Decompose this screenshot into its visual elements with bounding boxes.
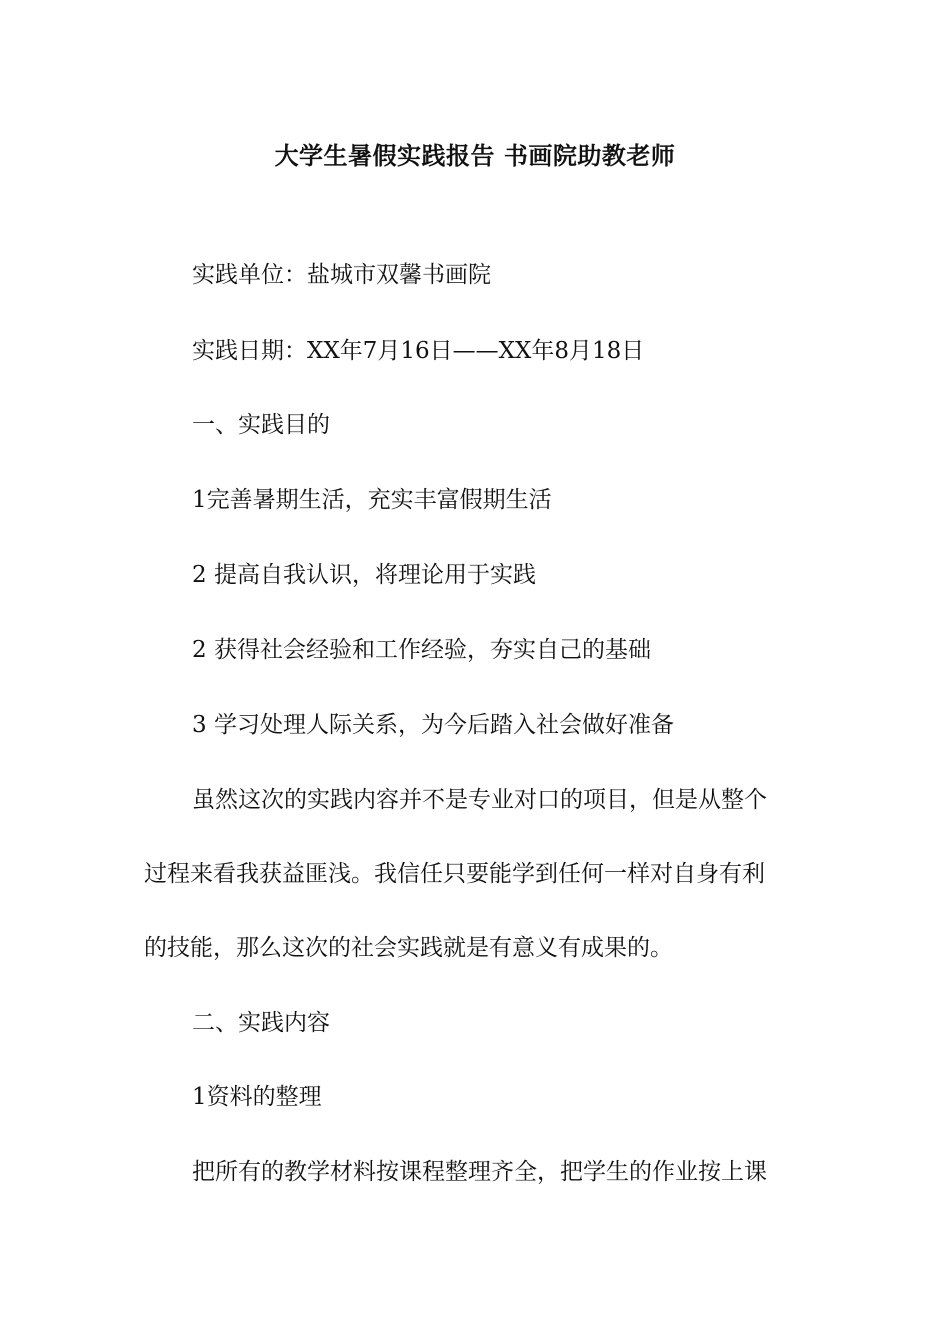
paragraph2-line1: 把所有的教学材料按课程整理齐全，把学生的作业按上课 [192, 1159, 767, 1185]
goal-item-4: 3 学习处理人际关系，为今后踏入社会做好准备 [192, 712, 674, 738]
practice-date-line: 实践日期：XX年7月16日——XX年8月18日 [192, 338, 645, 364]
goal-item-3: 2 获得社会经验和工作经验，夯实自己的基础 [192, 637, 651, 663]
practice-unit-line: 实践单位：盐城市双馨书画院 [192, 262, 491, 288]
section2-heading: 二、实践内容 [192, 1010, 330, 1036]
goal-item-2: 2 提高自我认识，将理论用于实践 [192, 562, 536, 588]
goal-item-1: 1完善暑期生活，充实丰富假期生活 [192, 487, 552, 513]
paragraph1-line1: 虽然这次的实践内容并不是专业对口的项目，但是从整个 [192, 787, 767, 813]
paragraph1-line2: 过程来看我获益匪浅。我信任只要能学到任何一样对自身有利 [144, 861, 765, 887]
section1-heading: 一、实践目的 [192, 412, 330, 438]
section2-item1: 1资料的整理 [192, 1084, 322, 1110]
document-title: 大学生暑假实践报告 书画院助教老师 [274, 141, 676, 170]
paragraph1-line3: 的技能，那么这次的社会实践就是有意义有成果的。 [144, 935, 673, 961]
